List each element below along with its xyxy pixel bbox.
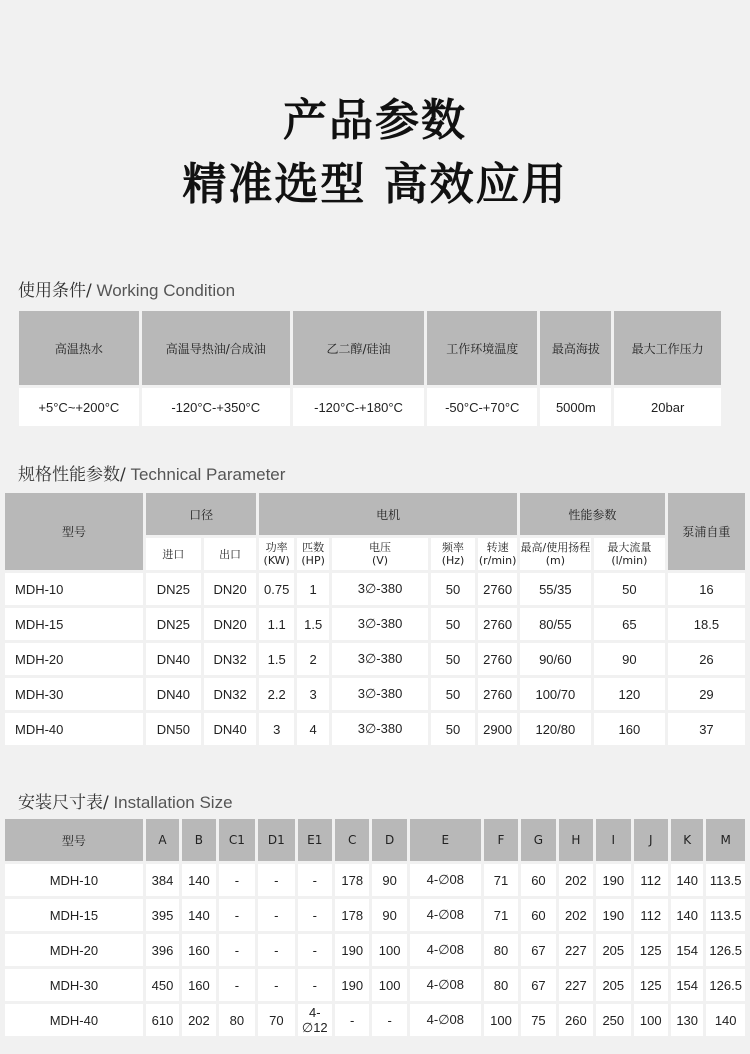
- is-cell-c: 178: [335, 899, 369, 931]
- is-cell-d1: -: [258, 969, 294, 1001]
- tp-cell-power: 0.75: [259, 573, 293, 605]
- tp-cell-model: MDH-10: [5, 573, 143, 605]
- is-cell-j: 100: [634, 1004, 668, 1036]
- is-cell-e1: 4-∅12: [298, 1004, 332, 1036]
- is-cell-e: 4-∅08: [410, 864, 481, 896]
- tp-cell-voltage: 3∅-380: [332, 573, 427, 605]
- tp-cell-frequency: 50: [431, 643, 476, 675]
- tp-cell-head: 55/35: [520, 573, 591, 605]
- wc-value-ambient-temp: -50°C-+70°C: [427, 388, 537, 426]
- is-cell-k: 140: [671, 864, 703, 896]
- tp-header-weight: 泵浦自重: [668, 493, 745, 570]
- is-cell-g: 67: [521, 969, 555, 1001]
- tp-cell-speed: 2760: [478, 573, 517, 605]
- is-cell-a: 450: [146, 969, 179, 1001]
- tp-header-model: 型号: [5, 493, 143, 570]
- is-cell-i: 205: [596, 934, 630, 966]
- is-cell-c: -: [335, 1004, 369, 1036]
- is-cell-d: 100: [372, 969, 406, 1001]
- tp-cell-frequency: 50: [431, 608, 476, 640]
- tp-subheader-hp-label: 匹数: [302, 541, 325, 554]
- is-cell-d1: -: [258, 899, 294, 931]
- wc-value-glycol: -120°C-+180°C: [293, 388, 424, 426]
- table-row: [5, 678, 745, 710]
- is-cell-a: 396: [146, 934, 179, 966]
- tp-cell-head: 90/60: [520, 643, 591, 675]
- tp-cell-head: 120/80: [520, 713, 591, 745]
- tp-cell-frequency: 50: [431, 713, 476, 745]
- is-cell-c1: -: [219, 969, 255, 1001]
- tp-cell-inlet: DN50: [146, 713, 201, 745]
- is-header-c: C: [335, 819, 369, 861]
- tp-subheader-power-unit: (KW): [263, 554, 290, 567]
- tp-cell-hp: 1.5: [297, 608, 329, 640]
- is-cell-d: 90: [372, 864, 406, 896]
- tp-subheader-hp-unit: (HP): [301, 554, 325, 567]
- table-header-row: [5, 819, 745, 861]
- working-condition-heading-en: Working Condition: [91, 281, 236, 300]
- is-cell-j: 112: [634, 899, 668, 931]
- wc-header-ambient-temp: 工作环境温度: [427, 311, 537, 385]
- is-cell-d1: -: [258, 934, 294, 966]
- is-header-e: E: [410, 819, 481, 861]
- is-header-d1: D1: [258, 819, 294, 861]
- is-cell-model: MDH-40: [5, 1004, 143, 1036]
- is-cell-i: 205: [596, 969, 630, 1001]
- installation-table: [2, 816, 748, 1039]
- table-row: [5, 608, 745, 640]
- is-cell-b: 160: [182, 934, 215, 966]
- tp-cell-speed: 2760: [478, 608, 517, 640]
- is-cell-m: 113.5: [706, 899, 745, 931]
- tp-cell-speed: 2760: [478, 678, 517, 710]
- is-cell-j: 125: [634, 934, 668, 966]
- is-cell-e: 4-∅08: [410, 899, 481, 931]
- tp-cell-inlet: DN40: [146, 643, 201, 675]
- is-cell-f: 71: [484, 899, 518, 931]
- working-condition-heading-cn: 使用条件/: [18, 281, 92, 301]
- tp-cell-voltage: 3∅-380: [332, 643, 427, 675]
- technical-heading-en: Technical Parameter: [125, 465, 286, 484]
- is-cell-model: MDH-10: [5, 864, 143, 896]
- tp-subheader-inlet: 进口: [146, 538, 201, 570]
- tp-subheader-head-unit: (m): [545, 554, 566, 567]
- is-cell-k: 154: [671, 969, 703, 1001]
- tp-subheader-power: [259, 538, 293, 570]
- is-cell-f: 80: [484, 969, 518, 1001]
- is-cell-e1: -: [298, 934, 332, 966]
- is-cell-k: 130: [671, 1004, 703, 1036]
- is-header-i: I: [596, 819, 630, 861]
- tp-header-performance: 性能参数: [520, 493, 665, 535]
- is-cell-a: 610: [146, 1004, 179, 1036]
- installation-heading-cn: 安装尺寸表/: [18, 793, 109, 813]
- is-cell-e1: -: [298, 899, 332, 931]
- is-cell-g: 75: [521, 1004, 555, 1036]
- is-cell-m: 140: [706, 1004, 745, 1036]
- tp-cell-flow: 50: [594, 573, 665, 605]
- is-cell-h: 202: [559, 864, 593, 896]
- tp-subheader-frequency-unit: (Hz): [441, 554, 465, 567]
- tp-header-port: 口径: [146, 493, 257, 535]
- tp-subheader-outlet: 出口: [204, 538, 257, 570]
- tp-subheader-head: [520, 538, 591, 570]
- tp-subheader-voltage-unit: (V): [371, 554, 389, 567]
- tp-subheader-frequency-label: 频率: [442, 541, 465, 554]
- tp-subheader-frequency: [431, 538, 476, 570]
- tp-cell-power: 3: [259, 713, 293, 745]
- is-cell-m: 113.5: [706, 864, 745, 896]
- is-cell-b: 140: [182, 899, 215, 931]
- wc-value-thermal-oil: -120°C-+350°C: [142, 388, 290, 426]
- is-cell-i: 190: [596, 899, 630, 931]
- tp-subheader-flow-unit: (l/min): [611, 554, 648, 567]
- is-cell-h: 202: [559, 899, 593, 931]
- is-cell-f: 80: [484, 934, 518, 966]
- is-header-h: H: [559, 819, 593, 861]
- table-row: [5, 864, 745, 896]
- is-cell-model: MDH-30: [5, 969, 143, 1001]
- wc-value-hot-water: +5°C~+200°C: [19, 388, 139, 426]
- tp-cell-outlet: DN32: [204, 678, 257, 710]
- is-cell-d1: -: [258, 864, 294, 896]
- table-row: [5, 573, 745, 605]
- tp-cell-model: MDH-15: [5, 608, 143, 640]
- is-cell-i: 190: [596, 864, 630, 896]
- tp-cell-weight: 18.5: [668, 608, 745, 640]
- is-cell-f: 71: [484, 864, 518, 896]
- tp-cell-inlet: DN25: [146, 573, 201, 605]
- tp-cell-model: MDH-40: [5, 713, 143, 745]
- is-cell-e: 4-∅08: [410, 934, 481, 966]
- working-condition-table: [16, 308, 724, 429]
- tp-cell-hp: 3: [297, 678, 329, 710]
- tp-subheader-head-label: 最高/使用扬程: [520, 541, 591, 554]
- tp-cell-head: 100/70: [520, 678, 591, 710]
- is-cell-c: 190: [335, 969, 369, 1001]
- tp-cell-head: 80/55: [520, 608, 591, 640]
- is-cell-h: 227: [559, 969, 593, 1001]
- is-cell-d: -: [372, 1004, 406, 1036]
- is-cell-c1: -: [219, 934, 255, 966]
- is-cell-d: 100: [372, 934, 406, 966]
- tp-cell-voltage: 3∅-380: [332, 713, 427, 745]
- tp-subheader-voltage: [332, 538, 427, 570]
- is-header-c1: C1: [219, 819, 255, 861]
- tp-cell-weight: 29: [668, 678, 745, 710]
- is-cell-b: 140: [182, 864, 215, 896]
- is-cell-f: 100: [484, 1004, 518, 1036]
- tp-cell-power: 1.5: [259, 643, 293, 675]
- tp-cell-frequency: 50: [431, 573, 476, 605]
- table-row: [5, 969, 745, 1001]
- is-header-e1: E1: [298, 819, 332, 861]
- is-cell-b: 160: [182, 969, 215, 1001]
- is-cell-m: 126.5: [706, 969, 745, 1001]
- wc-value-altitude: 5000m: [540, 388, 611, 426]
- tp-cell-hp: 1: [297, 573, 329, 605]
- is-header-d: D: [372, 819, 406, 861]
- is-cell-h: 227: [559, 934, 593, 966]
- tp-cell-outlet: DN32: [204, 643, 257, 675]
- wc-header-glycol: 乙二醇/硅油: [293, 311, 424, 385]
- table-row: [5, 934, 745, 966]
- installation-heading-en: Installation Size: [108, 793, 233, 812]
- wc-header-pressure: 最大工作压力: [614, 311, 721, 385]
- wc-header-hot-water: 高温热水: [19, 311, 139, 385]
- technical-heading-cn: 规格性能参数/: [18, 465, 126, 485]
- tp-cell-outlet: DN20: [204, 573, 257, 605]
- is-cell-d: 90: [372, 899, 406, 931]
- is-cell-a: 395: [146, 899, 179, 931]
- is-cell-c: 178: [335, 864, 369, 896]
- table-header-row: [5, 493, 745, 535]
- is-cell-e: 4-∅08: [410, 1004, 481, 1036]
- tp-subheader-voltage-label: 电压: [369, 541, 392, 554]
- tp-cell-flow: 65: [594, 608, 665, 640]
- tp-cell-outlet: DN20: [204, 608, 257, 640]
- is-cell-e1: -: [298, 864, 332, 896]
- page-title: 产品参数: [283, 95, 467, 146]
- tp-subheader-hp: [297, 538, 329, 570]
- table-header-row: [19, 311, 721, 385]
- tp-subheader-speed-label: 转速: [486, 541, 509, 554]
- is-cell-c1: 80: [219, 1004, 255, 1036]
- tp-cell-power: 2.2: [259, 678, 293, 710]
- tp-subheader-flow: [594, 538, 665, 570]
- is-header-m: M: [706, 819, 745, 861]
- is-cell-m: 126.5: [706, 934, 745, 966]
- is-cell-e: 4-∅08: [410, 969, 481, 1001]
- tp-cell-speed: 2900: [478, 713, 517, 745]
- tp-cell-power: 1.1: [259, 608, 293, 640]
- is-header-b: B: [182, 819, 215, 861]
- tp-cell-model: MDH-20: [5, 643, 143, 675]
- tp-cell-weight: 26: [668, 643, 745, 675]
- tp-cell-flow: 120: [594, 678, 665, 710]
- table-row: [5, 713, 745, 745]
- wc-header-altitude: 最高海拔: [540, 311, 611, 385]
- tp-cell-hp: 2: [297, 643, 329, 675]
- is-cell-model: MDH-15: [5, 899, 143, 931]
- tp-cell-speed: 2760: [478, 643, 517, 675]
- is-header-model: 型号: [5, 819, 143, 861]
- is-cell-g: 67: [521, 934, 555, 966]
- table-row: [5, 1004, 745, 1036]
- is-cell-k: 140: [671, 899, 703, 931]
- tp-subheader-flow-label: 最大流量: [607, 541, 652, 554]
- tp-cell-hp: 4: [297, 713, 329, 745]
- is-cell-c1: -: [219, 864, 255, 896]
- technical-heading: [18, 460, 285, 485]
- tp-cell-outlet: DN40: [204, 713, 257, 745]
- is-header-g: G: [521, 819, 555, 861]
- is-header-k: K: [671, 819, 703, 861]
- technical-table: [2, 490, 748, 748]
- is-cell-model: MDH-20: [5, 934, 143, 966]
- tp-cell-frequency: 50: [431, 678, 476, 710]
- is-cell-k: 154: [671, 934, 703, 966]
- is-cell-e1: -: [298, 969, 332, 1001]
- is-cell-d1: 70: [258, 1004, 294, 1036]
- wc-header-thermal-oil: 高温导热油/合成油: [142, 311, 290, 385]
- is-cell-i: 250: [596, 1004, 630, 1036]
- is-header-j: J: [634, 819, 668, 861]
- tp-cell-flow: 160: [594, 713, 665, 745]
- is-cell-b: 202: [182, 1004, 215, 1036]
- is-cell-g: 60: [521, 864, 555, 896]
- is-header-f: F: [484, 819, 518, 861]
- wc-value-pressure: 20bar: [614, 388, 721, 426]
- tp-cell-weight: 37: [668, 713, 745, 745]
- table-row: [19, 388, 721, 426]
- tp-subheader-speed: [478, 538, 517, 570]
- table-row: [5, 899, 745, 931]
- page-subtitle: 精准选型 高效应用: [182, 159, 568, 210]
- table-row: [5, 643, 745, 675]
- tp-subheader-speed-unit: (r/min): [478, 554, 517, 567]
- is-cell-c: 190: [335, 934, 369, 966]
- working-condition-heading: [18, 276, 235, 301]
- tp-cell-inlet: DN25: [146, 608, 201, 640]
- is-cell-c1: -: [219, 899, 255, 931]
- tp-cell-inlet: DN40: [146, 678, 201, 710]
- is-cell-h: 260: [559, 1004, 593, 1036]
- is-header-a: A: [146, 819, 179, 861]
- tp-header-motor: 电机: [259, 493, 516, 535]
- tp-cell-model: MDH-30: [5, 678, 143, 710]
- tp-subheader-power-label: 功率: [265, 541, 288, 554]
- tp-cell-weight: 16: [668, 573, 745, 605]
- is-cell-j: 112: [634, 864, 668, 896]
- tp-cell-voltage: 3∅-380: [332, 678, 427, 710]
- tp-cell-flow: 90: [594, 643, 665, 675]
- is-cell-g: 60: [521, 899, 555, 931]
- tp-cell-voltage: 3∅-380: [332, 608, 427, 640]
- installation-heading: [18, 788, 233, 813]
- is-cell-a: 384: [146, 864, 179, 896]
- is-cell-j: 125: [634, 969, 668, 1001]
